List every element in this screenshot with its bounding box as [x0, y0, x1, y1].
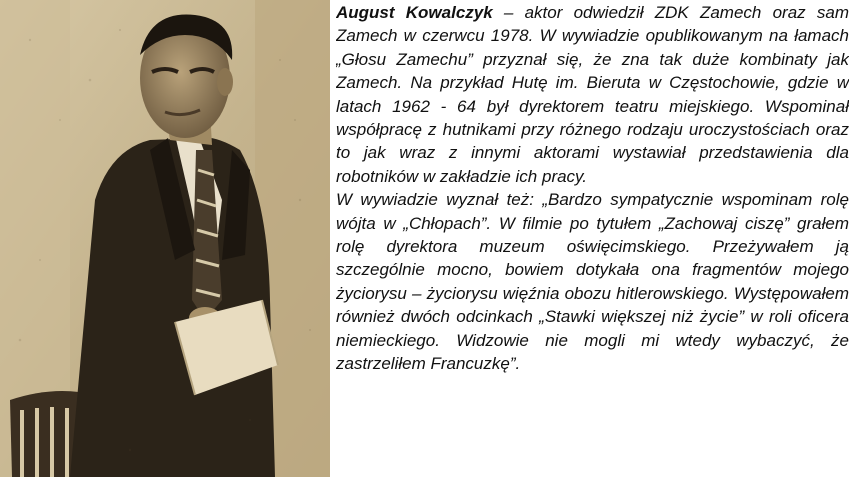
paragraph-2: W wywiadzie wyznał też: „Bardzo sympatycznie wspominam rolę wójta w „Chłopach”. W filmie po tytułem „Zachowaj ciszę” grałem rolę dyrektora muzeum oświęcimskiego. Przeżywałem ją szczególnie mocno, bowiem dotykała ona fragmentów mojego życiorysu – życiorysu więźnia obozu hitlerowskiego. Występowałem również dwóch odcinkach „Stawki większej niż życie” w roli oficera niemieckiego. Widzowie nie mogli mi wtedy wybaczyć, że zastrzeliłem Francuzkę”.: [336, 190, 849, 374]
article-text: [336, 1, 849, 475]
portrait-photo-illustration: [0, 0, 330, 477]
paragraph-1: [336, 1, 849, 188]
portrait-photo: [0, 0, 330, 477]
paragraph-1-body: – aktor odwiedził ZDK Zamech oraz sam Zamech w czerwcu 1978. W wywiadzie opublikowanym na łamach „Głosu Zamechu” przyznał się, że zna tak duże kombinaty jak Zamech. Na przykład Hutę im. Bieruta w Częstochowie, gdzie w latach 1962 - 64 był dyrektorem teatru miejskiego. Wspominał współpracę z hutnikami przy różnego rodzaju uroczystościach oraz to jak wraz z innymi aktorami wystawiał przedstawienia dla robotników w zakładzie ich pracy.: [336, 3, 849, 186]
person-name: August Kowalczyk: [336, 3, 493, 22]
